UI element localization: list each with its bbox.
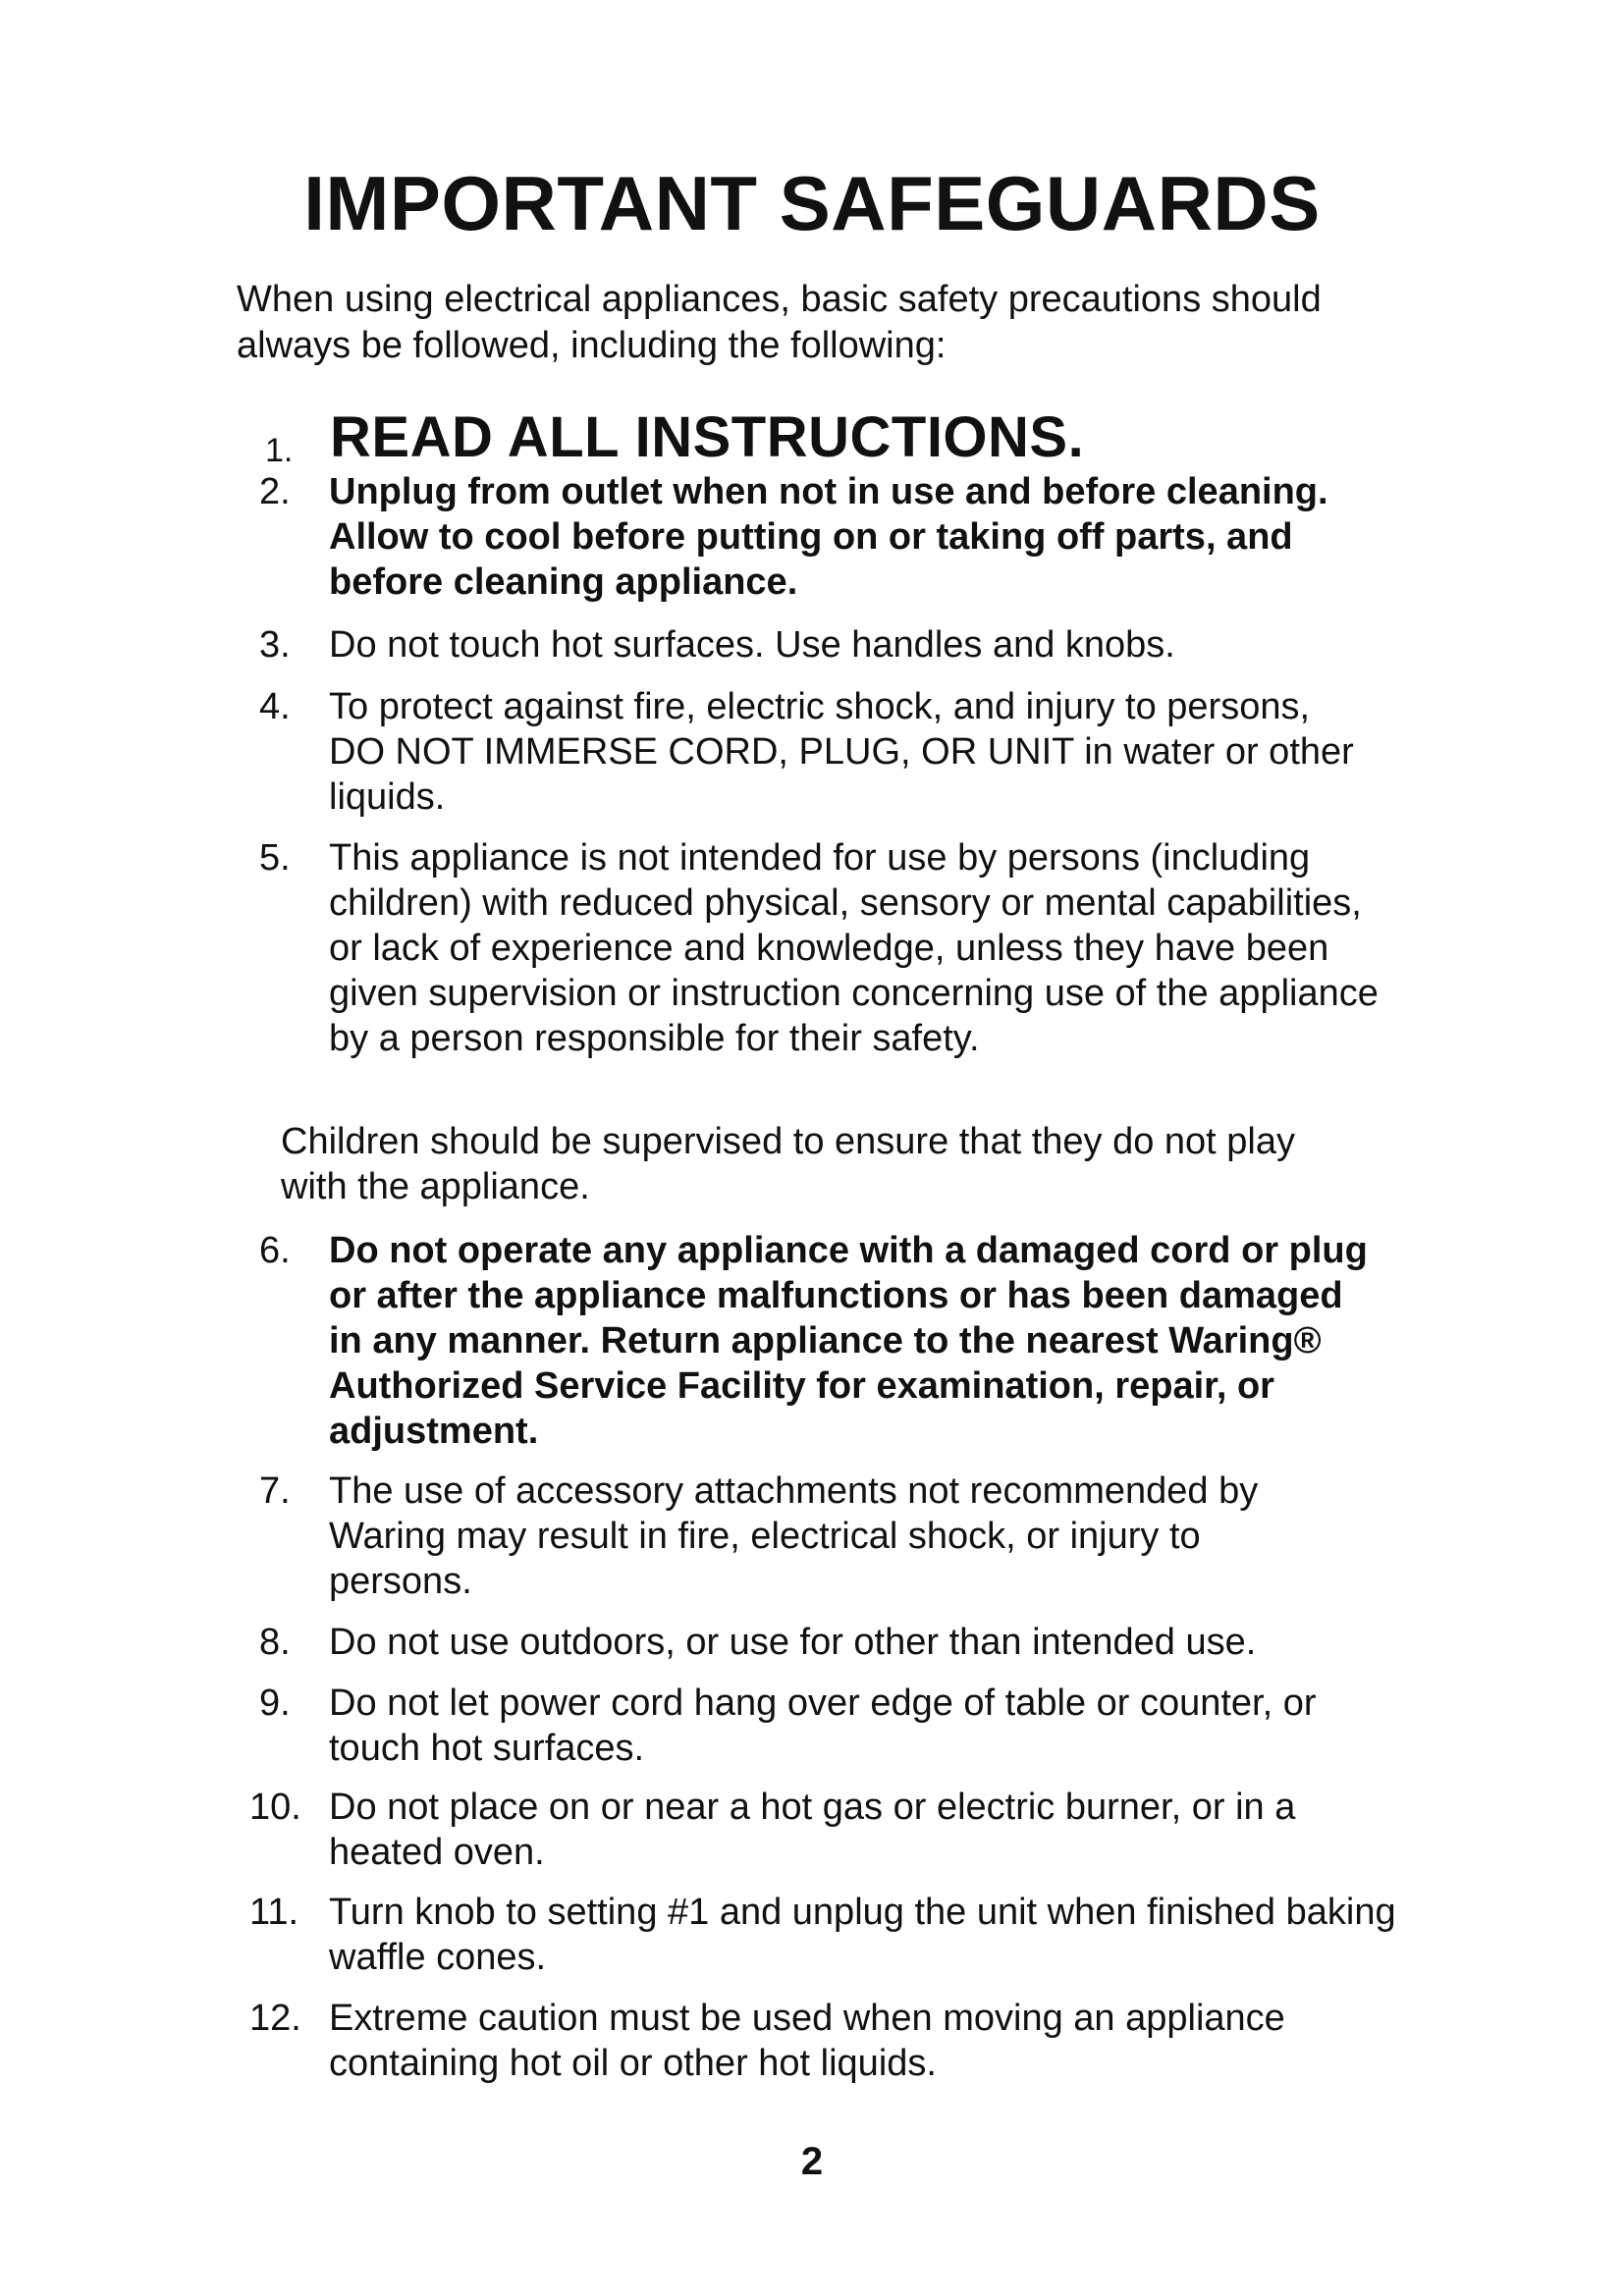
list-item xyxy=(249,1785,1359,1875)
list-item xyxy=(259,1228,1379,1454)
page-title: IMPORTANT SAFEGUARDS xyxy=(303,160,1321,246)
item-number: 10. xyxy=(249,1787,301,1828)
item-number: 12. xyxy=(249,1998,301,2039)
item-text: Do not let power cord hang over edge of table or counter, or touch hot surfaces. xyxy=(329,1682,1317,1769)
item-text: Do not place on or near a hot gas or electric burner, or in a heated oven. xyxy=(329,1787,1296,1873)
item-number: 3. xyxy=(259,624,291,666)
list-item xyxy=(259,835,1379,1061)
list-item xyxy=(249,1996,1398,2086)
list-item xyxy=(265,405,1443,469)
list-item xyxy=(259,1620,1398,1665)
item-number: 2. xyxy=(259,471,291,512)
item-text: Extreme caution must be used when moving an appliance containing hot oil or other hot liquids. xyxy=(329,1998,1285,2084)
item-number: 9. xyxy=(259,1682,291,1724)
page-number: 2 xyxy=(800,2140,824,2183)
item-number: 11. xyxy=(249,1892,299,1933)
item-text: Do not use outdoors, or use for other than intended use. xyxy=(329,1622,1257,1663)
item-text: The use of accessory attachments not recommended by Waring may result in fire, electrical shock, or injury to persons. xyxy=(329,1470,1259,1602)
item-number: 6. xyxy=(259,1230,291,1271)
item-text: READ ALL INSTRUCTIONS. xyxy=(330,405,1085,469)
intro-text: When using electrical appliances, basic safety precautions should always be followed, including the following: xyxy=(237,279,1322,366)
item-number: 4. xyxy=(259,686,291,727)
list-item xyxy=(259,1468,1339,1604)
list-item xyxy=(249,1890,1398,1980)
item-number: 5. xyxy=(259,837,291,879)
item-text: Unplug from outlet when not in use and before cleaning. Allow to cool before putting on or taking off parts, and before cleaning appliance. xyxy=(329,471,1328,603)
children-note: Children should be supervised to ensure that they do not play with the appliance. xyxy=(281,1121,1295,1207)
list-item xyxy=(259,469,1379,605)
item-text: Turn knob to setting #1 and unplug the unit when finished baking waffle cones. xyxy=(329,1892,1396,1978)
list-item xyxy=(259,1681,1398,1771)
list-item xyxy=(259,622,1379,667)
list-item xyxy=(259,684,1359,820)
item-text: Do not touch hot surfaces. Use handles and knobs. xyxy=(329,624,1175,666)
item-text: This appliance is not intended for use by persons (including children) with reduced physical, sensory or mental capabilities, or lack of experience and knowledge, unless they have been given supervision or instruction concerning use of the appliance by a person responsible for their safety. xyxy=(329,837,1379,1059)
item-number: 8. xyxy=(259,1622,291,1663)
item-text: Do not operate any appliance with a damaged cord or plug or after the appliance malfunctions or has been damaged in any manner. Return appliance to the nearest Waring® Authorized Service Facility for examination, repair, or adjustment. xyxy=(329,1230,1368,1452)
item-number: 1. xyxy=(265,432,294,469)
item-number: 7. xyxy=(259,1470,291,1512)
item-text: To protect against fire, electric shock, and injury to persons, DO NOT IMMERSE CORD, PLUG, OR UNIT in water or other liquids. xyxy=(329,686,1354,818)
